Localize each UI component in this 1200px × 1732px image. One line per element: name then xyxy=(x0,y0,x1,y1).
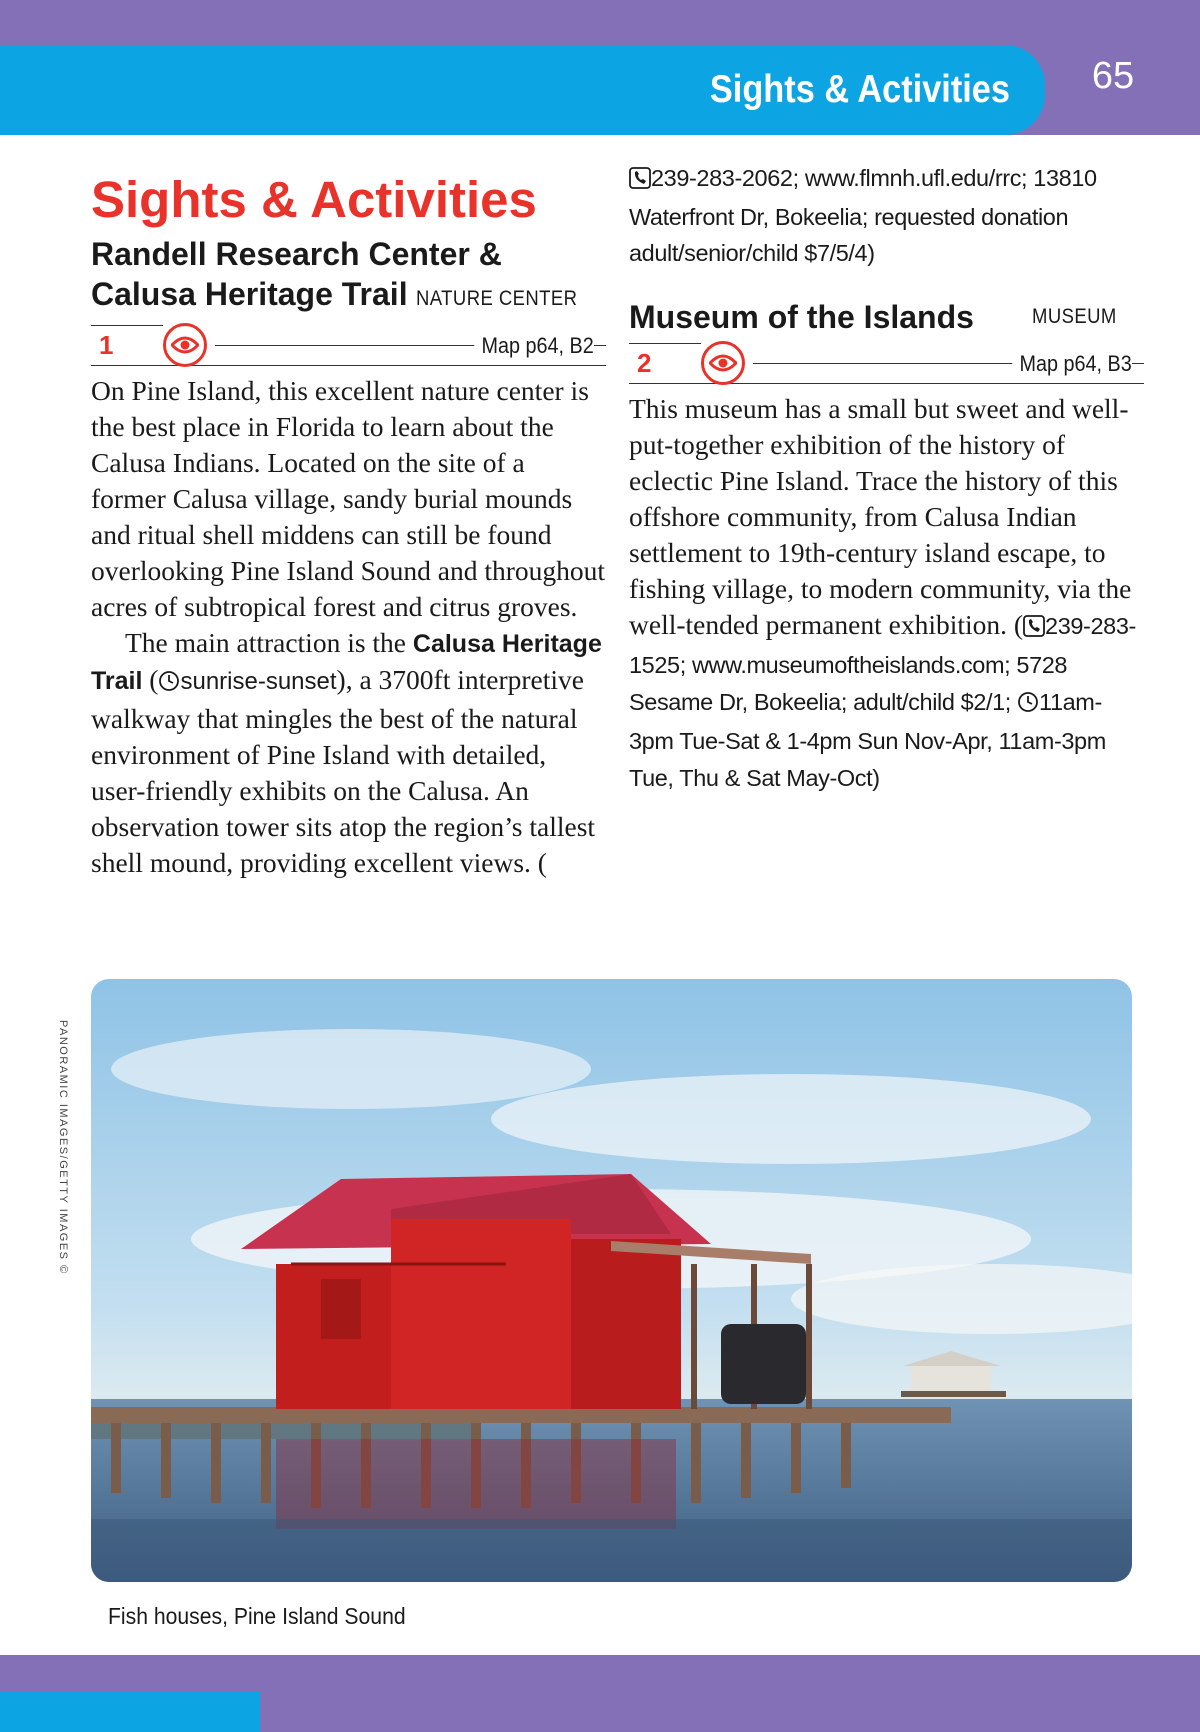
entry-2-map-ref: Map p64, B3 xyxy=(1013,351,1132,377)
entry-2-hours: 11am-3pm Tue-Sat & 1-4pm Sun Nov-Apr, 11am-3pm Tue, Thu & Sat May-Oct) xyxy=(629,689,1106,791)
divider xyxy=(629,383,1144,384)
entry-1-type: NATURE CENTER xyxy=(415,287,578,310)
entry-1-map-ref: Map p64, B2 xyxy=(475,333,594,359)
entry-1-para2-open: ( xyxy=(142,664,159,695)
entry-1-para2-before: The main attraction is the xyxy=(125,627,413,658)
entry-1-address: ; www.flmnh.ufl.edu/rrc; 13810 Waterfront Dr, Bokeelia; requested donation adult/senior/child $7/5/4) xyxy=(629,165,1097,266)
entry-1-name-line2 xyxy=(91,274,606,319)
entry-1-map-row xyxy=(91,325,606,365)
section-title: Sights & Activities xyxy=(91,171,537,228)
footer-accent xyxy=(0,1692,260,1732)
divider xyxy=(91,365,606,366)
entry-1-trail-name: Calusa Heritage Trail xyxy=(91,630,602,695)
entry-2-heading xyxy=(629,297,1144,337)
entry-1-description xyxy=(91,373,606,881)
divider xyxy=(91,325,163,326)
entry-1-para2-after: ), a 3700ft interpretive walkway that mingles the best of the natural environment of Pine Island with detailed, user-friendly exhibits on the Calusa. An observation tower sits atop the region’s tallest shell mound, providing excellent views. ( xyxy=(91,664,596,878)
photo-fish-houses xyxy=(91,979,1132,1582)
entry-2-description xyxy=(629,391,1144,796)
entry-2-address: ; www.museumoftheislands.com; 5728 Sesame Dr, Bokeelia; adult/child $2/1; xyxy=(629,652,1068,715)
eye-icon xyxy=(701,341,745,385)
right-column xyxy=(629,160,1144,796)
phone-icon xyxy=(1023,610,1045,646)
entry-2-name: Museum of the Islands xyxy=(629,299,974,335)
running-header: Sights & Activities xyxy=(709,68,1010,111)
entry-1-info xyxy=(629,160,1144,271)
entry-1-name-line1: Randell Research Center & xyxy=(91,236,502,272)
entry-1-number: 1 xyxy=(99,330,114,360)
left-column xyxy=(91,160,606,881)
entry-2-map-row xyxy=(629,343,1144,383)
entry-2-phone: 239-283-1525 xyxy=(629,613,1136,678)
page-number: 65 xyxy=(1091,55,1135,97)
photo-credit: PANORAMIC IMAGES/GETTY IMAGES © xyxy=(57,1020,69,1275)
entry-1-heading xyxy=(91,234,606,319)
entry-1-hours: sunrise-sunset xyxy=(180,668,337,695)
entry-2-para1: This museum has a small but sweet and well-put-together exhibition of the history of eclectic Pine Island. Trace the history of this offshore community, from Calusa Indian settlement to 19th-century island escape, to fishing village, to modern community, via the well-tended permanent exhibition. ( xyxy=(629,393,1132,640)
entry-1-para1: On Pine Island, this excellent nature center is the best place in Florida to learn about the Calusa Indians. Located on the site of a former Calusa village, sandy burial mounds and ritual shell middens can still be found overlooking Pine Island Sound and throughout acres of subtropical forest and citrus groves. xyxy=(91,375,606,622)
divider xyxy=(629,343,701,344)
photo-caption: Fish houses, Pine Island Sound xyxy=(108,1603,406,1629)
entry-2-type: MUSEUM xyxy=(1031,305,1117,328)
clock-icon xyxy=(158,665,180,701)
phone-icon xyxy=(629,163,651,199)
clock-icon xyxy=(1017,686,1039,722)
entry-1-name-line2-text: Calusa Heritage Trail xyxy=(91,276,408,312)
eye-icon xyxy=(163,323,207,367)
entry-1-phone: 239-283-2062 xyxy=(651,165,793,191)
entry-2-number: 2 xyxy=(637,348,652,378)
